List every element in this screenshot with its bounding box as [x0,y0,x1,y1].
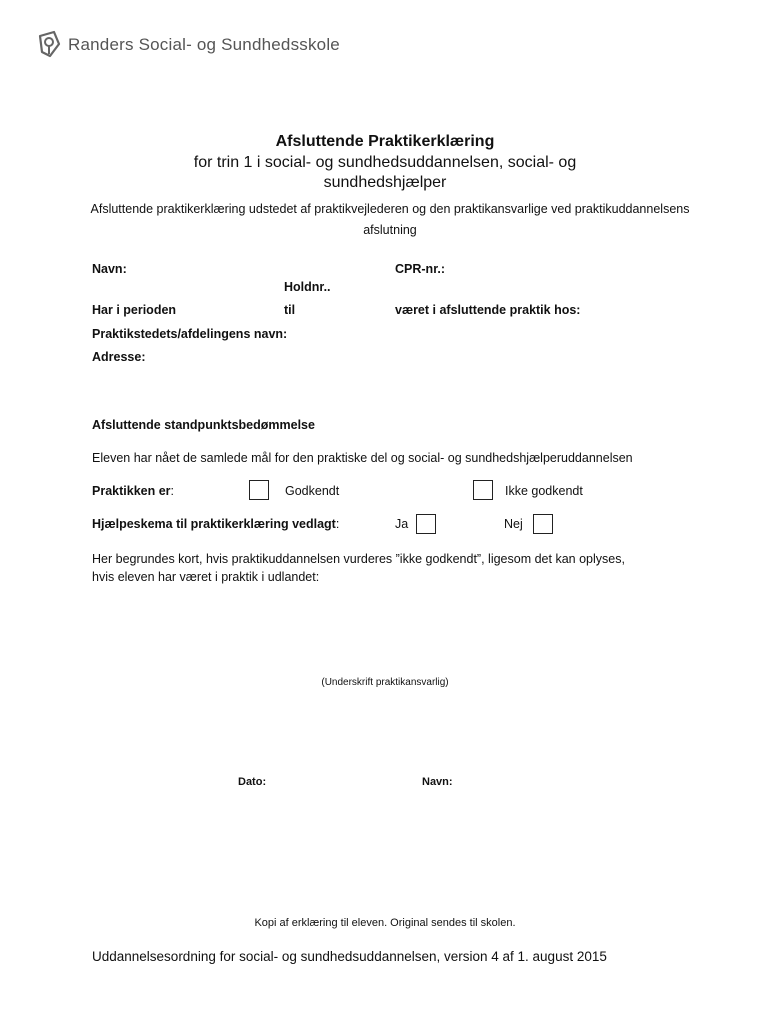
godkendt-checkbox[interactable] [249,480,269,500]
hjaelpeskema-label: Hjælpeskema til praktikerklæring vedlagt [92,517,336,531]
til-label: til [284,303,296,317]
praktikken-row-label [92,484,174,498]
cpr-label: CPR-nr.: [395,262,445,276]
school-logo-icon [36,30,62,60]
document-subtitle: for trin 1 i social- og sundhedsuddannelsen, social- og sundhedshjælper [193,154,577,191]
praktiksted-label: Praktikstedets/afdelingens navn: [92,327,288,341]
copy-note: Kopi af erklæring til eleven. Original sendes til skolen. [254,917,516,929]
ikke-godkendt-label: Ikke godkendt [505,484,583,498]
hold-label: Holdnr.. [284,280,331,294]
school-header [36,30,340,60]
ikke-godkendt-checkbox[interactable] [473,480,493,500]
school-name: Randers Social- og Sundhedsskole [68,35,340,54]
praktikken-label: Praktikken er [92,484,171,498]
hjaelpeskema-row-label [92,517,339,531]
praktik-hos-label: været i afsluttende praktik hos: [395,303,581,317]
nej-label: Nej [504,517,523,531]
periode-label: Har i perioden [92,303,177,317]
godkendt-label: Godkendt [285,484,340,498]
ja-checkbox[interactable] [416,514,436,534]
assessment-title: Afsluttende standpunktsbedømmelse [92,418,315,432]
document-title: Afsluttende Praktikerklæring [275,133,495,150]
signature-navn-label: Navn: [422,776,453,788]
reason-text-line-1: Her begrundes kort, hvis praktikuddannelsen vurderes ”ikke godkendt”, ligesom det kan oplyses, [92,552,625,566]
adresse-label: Adresse: [92,350,146,364]
navn-label: Navn: [92,262,127,276]
goal-text: Eleven har nået de samlede mål for den praktiske del og social- og sundhedshjælperuddannelsen [92,451,633,465]
hjaelpeskema-colon: : [335,517,340,531]
document-intro: Afsluttende praktikerklæring udstedet af praktikvejlederen og den praktikansvarlige ved praktikuddannelsens afslutning [90,202,690,237]
signature-caption: (Underskrift praktikansvarlig) [321,677,449,688]
praktikken-colon: : [170,484,175,498]
ja-label: Ja [395,517,409,531]
document-footer: Uddannelsesordning for social- og sundhedsuddannelsen, version 4 af 1. august 2015 [92,949,607,964]
reason-text-line-2: hvis eleven har været i praktik i udlandet: [92,570,320,584]
dato-label: Dato: [238,776,267,788]
nej-checkbox[interactable] [533,514,553,534]
